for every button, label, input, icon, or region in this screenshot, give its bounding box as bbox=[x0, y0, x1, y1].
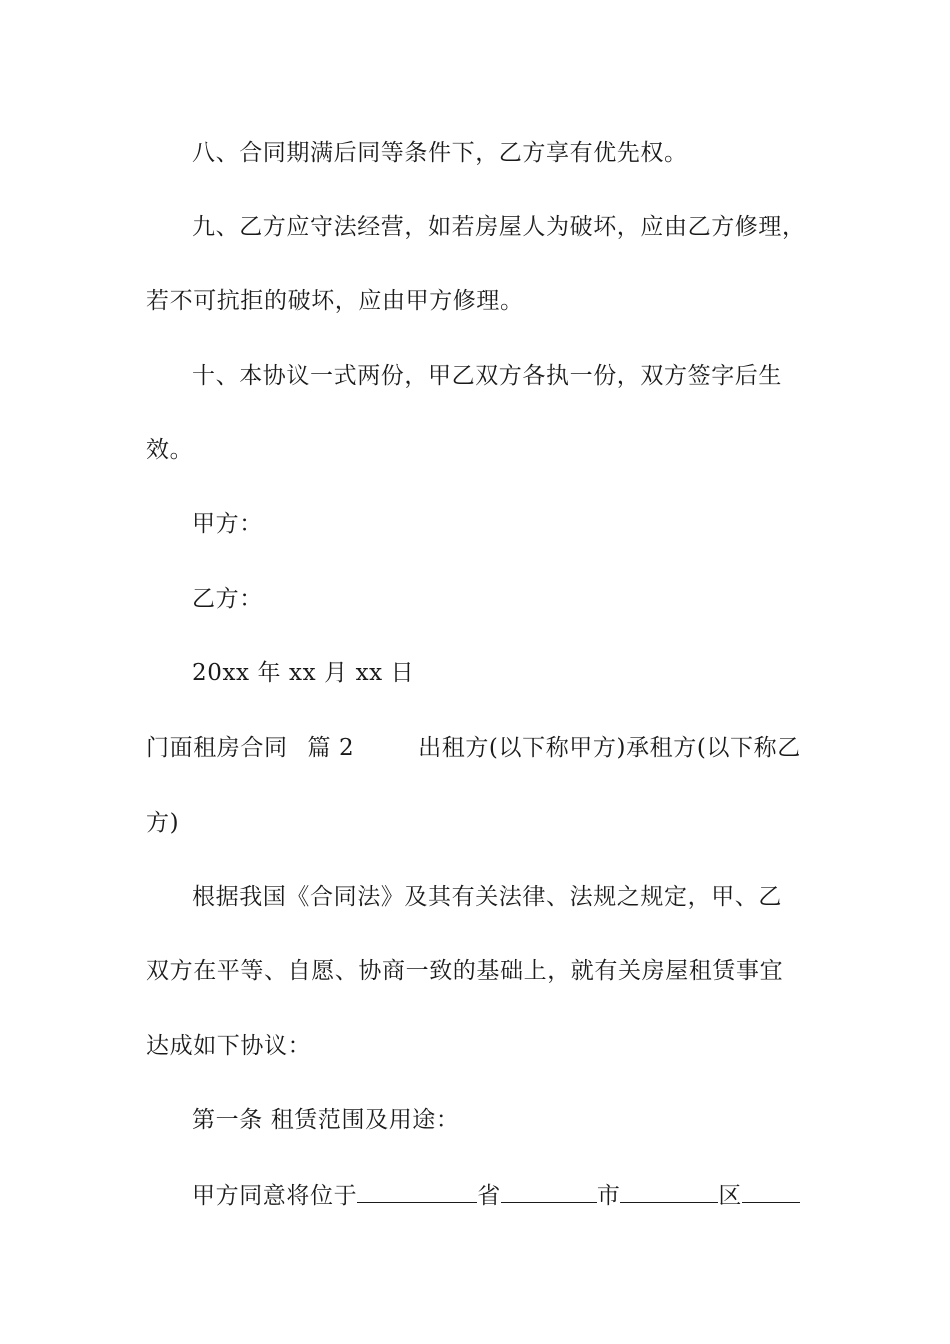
party-a-signature: 甲方： bbox=[192, 511, 263, 537]
clause-9-line-1: 九、乙方应守法经营，如若房屋人为破坏，应由乙方修理， bbox=[192, 214, 806, 240]
city-blank bbox=[501, 1180, 597, 1203]
contract-title: 门面租房合同 bbox=[146, 735, 288, 761]
clause-9-line-2: 若不可抗拒的破坏，应由甲方修理。 bbox=[146, 288, 524, 314]
preamble-line-3: 达成如下协议： bbox=[146, 1033, 312, 1059]
preamble-line-1: 根据我国《合同法》及其有关法律、法规之规定，甲、乙 bbox=[192, 884, 782, 910]
article-1-heading: 第一条 租赁范围及用途： bbox=[192, 1107, 460, 1133]
clause-10-line-2: 效。 bbox=[146, 437, 194, 463]
preamble-line-2: 双方在平等、自愿、协商一致的基础上，就有关房屋租赁事宜 bbox=[146, 958, 784, 984]
clause-10-line-1: 十、本协议一式两份，甲乙双方各执一份，双方签字后生 bbox=[192, 363, 782, 389]
district-blank bbox=[620, 1180, 718, 1203]
province-blank bbox=[357, 1180, 477, 1203]
party-b-signature: 乙方： bbox=[192, 586, 263, 612]
city-label: 市 bbox=[596, 1183, 621, 1209]
district-label: 区 bbox=[718, 1183, 743, 1209]
clause-8: 八、合同期满后同等条件下，乙方享有优先权。 bbox=[192, 140, 688, 166]
signing-date: 20xx 年 xx 月 xx 日 bbox=[192, 660, 415, 686]
street-blank bbox=[742, 1180, 800, 1203]
province-label: 省 bbox=[477, 1183, 501, 1209]
contract-part: 篇 2 bbox=[307, 735, 355, 761]
parties-intro-line-2: 方) bbox=[146, 810, 180, 836]
address-prefix: 甲方同意将位于 bbox=[192, 1183, 358, 1209]
parties-intro: 出租方(以下称甲方)承租方(以下称乙 bbox=[418, 735, 801, 761]
contract-heading bbox=[146, 733, 826, 763]
article-1-address-line bbox=[192, 1180, 872, 1211]
